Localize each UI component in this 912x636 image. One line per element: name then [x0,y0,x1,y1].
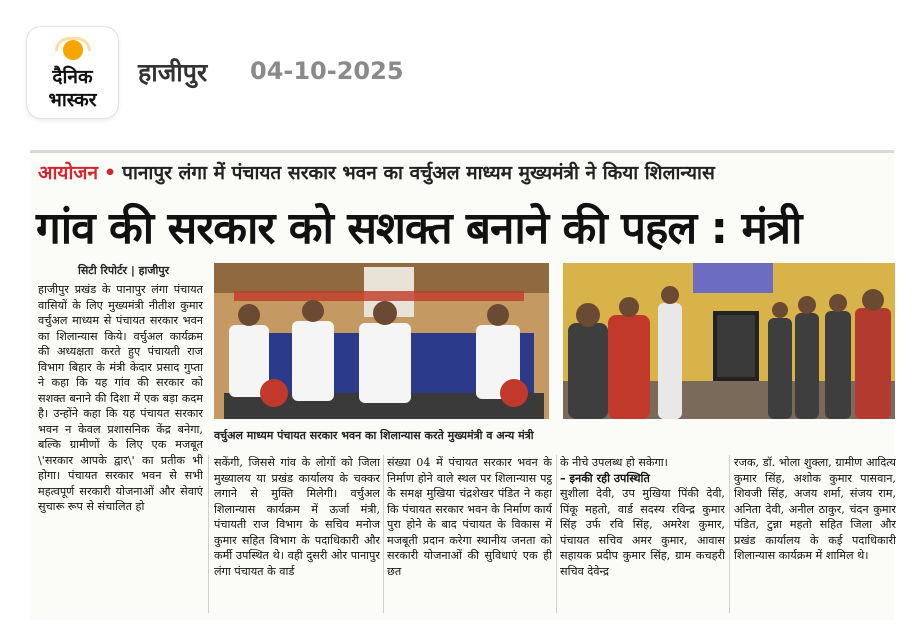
article-column-1: हाजीपुर प्रखंड के पानापुर लंगा पंचायत वासियों के लिए मुख्यमंत्री नीतीश कुमार वर्चुअल माध्यम से पंचायत सरकार भवन का शिलान्यास किये। वर्चुअल कार्यक्रम की अध्यक्षता करते हुए पंचायती राज विभाग बिहार के मंत्री केदार प्रसाद गुप्ता ने कहा कि यह गांव की सरकार को सशक्त बनाने की दिशा में एक बड़ा कदम है। उन्होंने कहा कि यह पंचायत सरकार भवन न केवल प्रशासनिक केंद्र बनेगा, बल्कि ग्रामीणों के लिए एक मजबूत \'सरकार आपके द्वार\' का प्रतीक भी होगा। पंचायत सरकार भवन से सभी महत्वपूर्ण सरकारी योजनाओं और सेवाएं सुचारू रूप से संचालित हो [38,283,203,513]
edition-date: 04-10-2025 [250,57,404,85]
kicker-line [38,159,715,185]
article-column-3: संख्या 04 में पंचायत सरकार भवन के निर्माण होने वाले स्थल पर शिलान्यास पट्ठ के समक्ष मुखिया चंद्रशेखर पंडित ने कहा कि पंचायत सरकार भवन के निर्माण कार्य पुरा होने के बाद पंचायत के विकास में मजबूती प्रदान करेगा स्थानीय जनता को सरकारी योजनाओं की सुविधाएं एक ही छत [387,456,552,578]
kicker-text: पानापुर लंगा में पंचायत सरकार भवन का वर्चुअल माध्यम मुख्यमंत्री ने किया शिलान्यास [122,162,715,184]
column-divider [556,455,557,613]
column-divider [383,455,384,613]
photo-virtual-event [214,263,549,419]
column-4-body: सुशीला देवी, उप मुखिया पिंकी देवी, पिंकू महतो, वार्ड सदस्य रविन्द्र कुमार सिंह उर्फ रवि सिंह, अमरेश कुमार, पंचायत सचिव अमर कुमार, आवास सहायक प्रदीप कुमार सिंह, ग्राम कचहरी सचिव देवेन्द्र [560,487,725,578]
logo-line1: दैनिक [52,66,93,88]
article-headline: गांव की सरकार को सशक्त बनाने की पहल : मंत्री [36,203,802,254]
column-divider [729,455,730,613]
app-header [0,0,912,150]
dainik-bhaskar-logo[interactable] [27,27,118,118]
logo-line2: भास्कर [48,89,97,111]
article-column-2: सकेंगी, जिससे गांव के लोगों को जिला मुख्यालय या प्रखंड कार्यालय के चक्कर लगाने से मुक्ति मिलेगी। वर्चुअल शिलान्यास कार्यक्रम में ऊर्जा मंत्री, पंचायती राज विभाग के सचिव मनोज कुमार सहित विभाग के पदाधिकारी और कर्मी उपस्थित थे। वही दुसरी ओर पानापुर लंगा पंचायत के वार्ड [214,456,380,578]
photo-foundation-stone [563,263,895,419]
attendees-subhead: – इनकी रही उपस्थिति [560,471,650,485]
column-4-intro: के नीचे उपलब्ध हो सकेगा। [560,456,668,469]
article-byline: सिटी रिपोर्टर | हाजीपुर [78,264,170,277]
kicker-tag: आयोजन [38,162,99,184]
kicker-bullet-icon: • [104,162,117,184]
photo-caption: वर्चुअल माध्यम पंचायत सरकार भवन का शिलान्यास करते मुख्यमंत्री व अन्य मंत्री [214,429,534,442]
column-divider [208,455,209,613]
edition-city: हाजीपुर [138,58,208,87]
sun-icon [63,40,83,60]
article-column-4 [560,455,725,615]
article-column-5: रजक, डॉ. भोला शुक्ला, ग्रामीण आदित्य कुमार सिंह, अशोक कुमार पासवान, शिवजी सिंह, अजय शर्मा, संजय राम, अनिता देवी, अनील ठाकुर, चंदन कुमार पंडित, टुन्ना महतो सहित जिला और प्रखंड कार्यालय के कई पदाधिकारी शिलान्यास कार्यक्रम में शामिल थे। [734,456,896,562]
